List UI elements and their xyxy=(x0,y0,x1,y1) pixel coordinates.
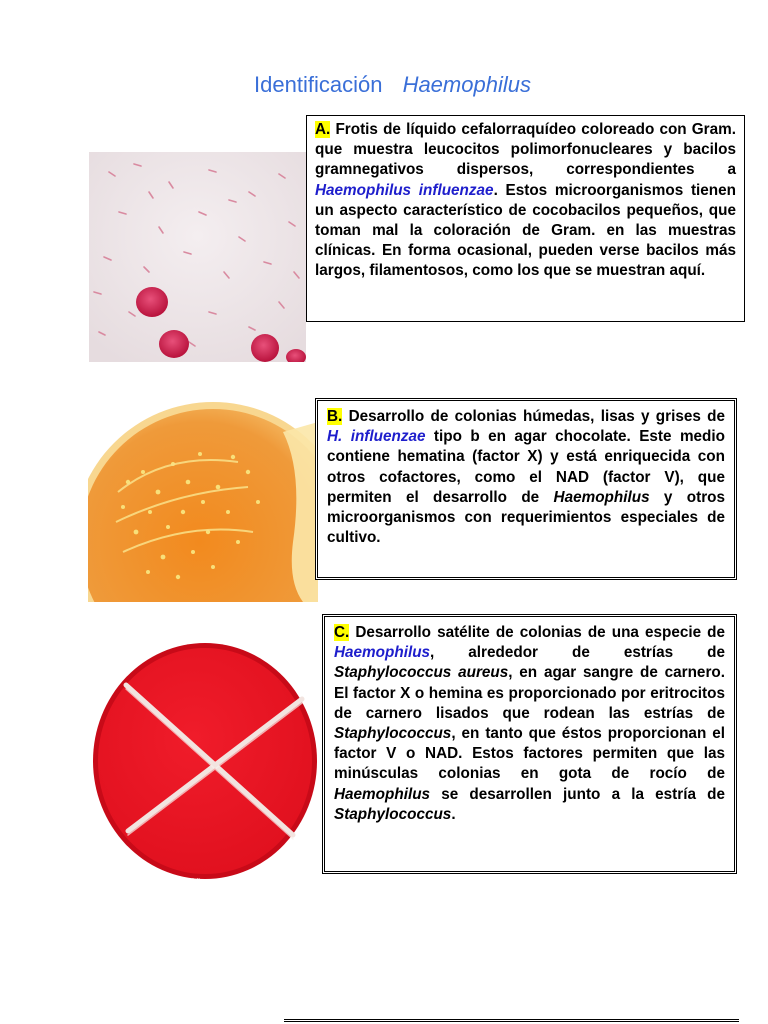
bottom-divider xyxy=(284,1019,739,1022)
section-c-genus: Haemophilus xyxy=(334,785,431,803)
section-a-text-2: . Estos microorganismos tienen un aspecto característico de cocobacilos pequeños, que toman mal la coloración de Gram. en las muestras clínicas. En forma ocasional, pueden verse bacilos más largos, filamentosos, como los que se muestran aquí. xyxy=(315,181,737,280)
section-c-label: C. xyxy=(334,624,350,641)
section-c-text-6: . xyxy=(451,805,456,823)
watermark: ASM MicrobeLibrary.org xyxy=(144,877,230,886)
section-c-text-5: se desarrollen junto a la estría de xyxy=(430,785,725,803)
section-c-text-4: , en tanto que éstos proporcionan el factor V o NAD. Estos factores permiten que las minúsculas colonias en gota de rocío de xyxy=(334,725,725,783)
chocolate-agar-image xyxy=(88,392,318,602)
title-genus: Haemophilus xyxy=(402,72,531,97)
section-c-staph-aureus: Staphylococcus aureus xyxy=(334,664,509,682)
section-c-text-2: , alrededor de estrías de xyxy=(430,644,725,662)
section-a-text xyxy=(306,115,745,322)
section-b-species: H. influenzae xyxy=(327,428,426,446)
section-b-genus: Haemophilus xyxy=(553,488,650,506)
blood-agar-image xyxy=(88,635,320,887)
section-c-staph-2: Staphylococcus xyxy=(334,805,452,823)
title-main: Identificación xyxy=(254,72,383,97)
section-c-text xyxy=(322,614,737,874)
section-a-label: A. xyxy=(315,121,331,138)
section-c-genus-blue: Haemophilus xyxy=(334,644,431,662)
section-a-text-1: Frotis de líquido cefalorraquídeo coloreado con Gram. que muestra leucocitos polimorfonucleares y bacilos gramnegativos dispersos, correspondientes a xyxy=(315,121,736,179)
section-b-text xyxy=(315,398,737,580)
section-b-text-3: y otros microorganismos con requerimientos especiales de cultivo. xyxy=(327,488,726,547)
section-c-text-3: , en agar sangre de carnero. El factor X o hemina es proporcionado por eritrocitos de carnero lisados que rodean las estrías de xyxy=(334,664,725,722)
section-b-text-1: Desarrollo de colonias húmedas, lisas y grises de xyxy=(342,408,725,425)
gram-stain-image xyxy=(89,152,306,362)
page-title xyxy=(0,72,768,98)
section-a-species: Haemophilus influenzae xyxy=(315,181,494,199)
section-c-text-1: Desarrollo satélite de colonias de una especie de xyxy=(349,624,725,641)
section-c-staph-1: Staphylococcus xyxy=(334,725,452,743)
section-b-text-2: tipo b en agar chocolate. Este medio contiene hematina (factor X) y está enriquecida con otros cofactores, como el NAD (factor V), que permiten el desarrollo de xyxy=(327,428,725,506)
section-b-label: B. xyxy=(327,408,343,425)
